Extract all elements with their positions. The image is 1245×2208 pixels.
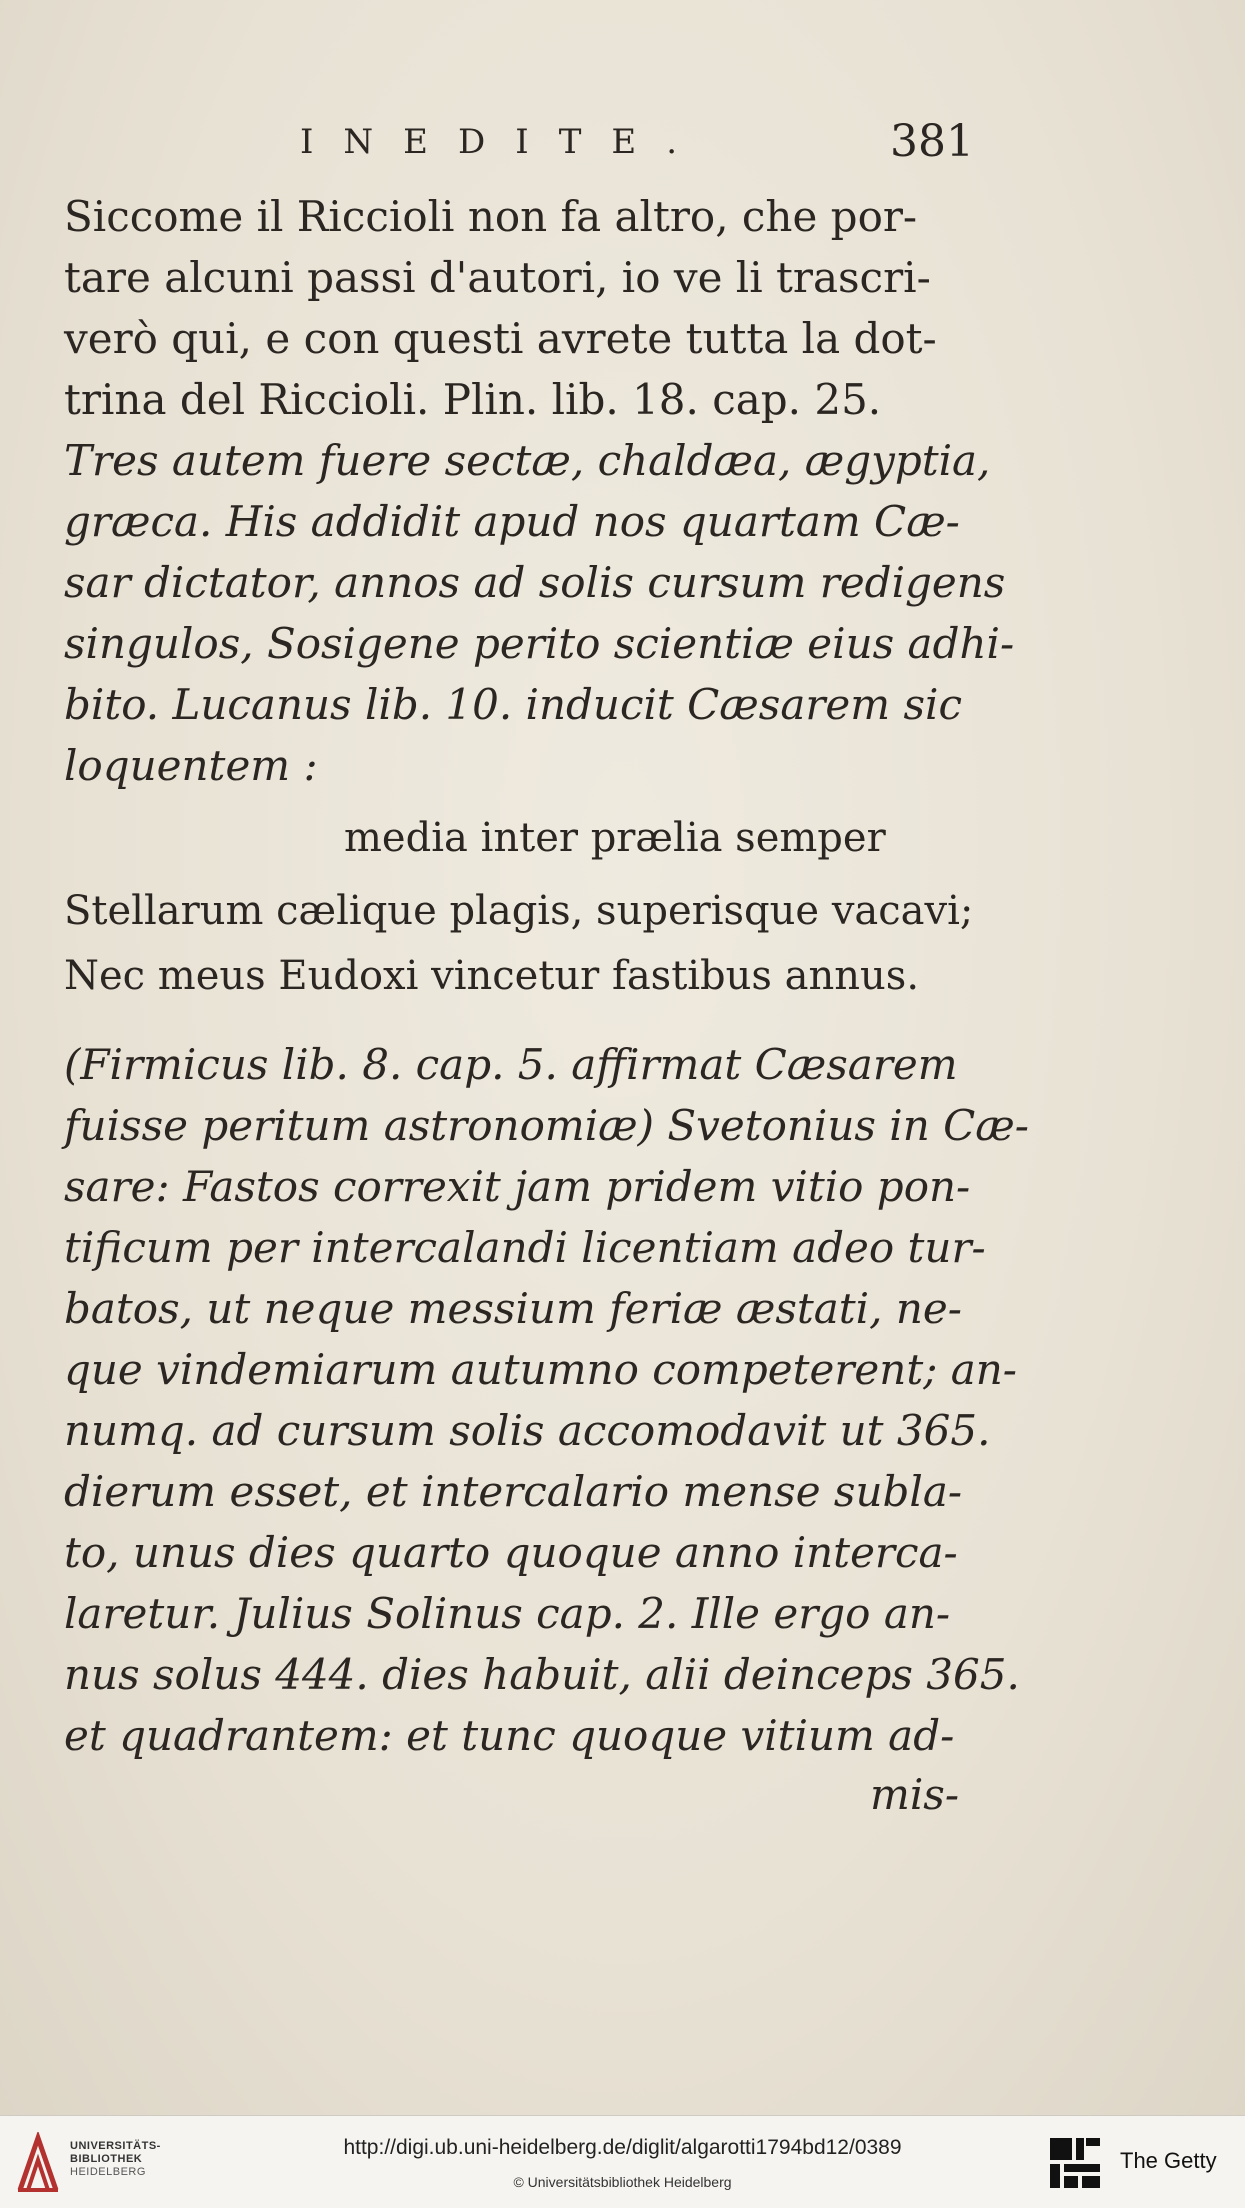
- library-name-line: UNIVERSITÄTS-: [70, 2140, 161, 2152]
- text-line: tificum per intercalandi licentiam adeo tur-: [64, 1223, 986, 1272]
- copyright-notice: © Universitätsbibliothek Heidelberg: [513, 2174, 732, 2190]
- page-number: 381: [890, 116, 974, 167]
- text-line: loquentem :: [64, 741, 318, 790]
- text-line: laretur. Julius Solinus cap. 2. Ille ergo an-: [64, 1589, 951, 1638]
- text-line: verò qui, e con questi avrete tutta la dot-: [64, 314, 937, 363]
- text-line: (Firmicus lib. 8. cap. 5. affirmat Cæsarem: [64, 1040, 958, 1089]
- text-line: et quadrantem: et tunc quoque vitium ad-: [64, 1711, 955, 1760]
- header-title: INEDITE.: [300, 122, 707, 162]
- library-name-line: HEIDELBERG: [70, 2166, 146, 2178]
- library-name-line: BIBLIOTHEK: [70, 2153, 143, 2165]
- verse-line: Stellarum cælique plagis, superisque vacavi;: [64, 888, 974, 934]
- text-line: trina del Riccioli. Plin. lib. 18. cap. 25.: [64, 375, 882, 424]
- text-line: tare alcuni passi d'autori, io ve li trascri-: [64, 253, 931, 302]
- running-header: [300, 116, 1000, 182]
- text-line: græca. His addidit apud nos quartam Cæ-: [64, 497, 960, 546]
- verse-line: media inter prælia semper: [344, 815, 886, 861]
- text-line: to, unus dies quarto quoque anno interca-: [64, 1528, 958, 1577]
- text-line: nus solus 444. dies habuit, alii deinceps 365.: [64, 1650, 1020, 1699]
- text-line: bito. Lucanus lib. 10. inducit Cæsarem sic: [64, 680, 962, 729]
- text-line: dierum esset, et intercalario mense subla-: [64, 1467, 963, 1516]
- sponsor-name: The Getty: [1120, 2148, 1217, 2173]
- permalink-url[interactable]: http://digi.ub.uni-heidelberg.de/diglit/algarotti1794bd12/0389: [343, 2136, 902, 2159]
- text-line: numq. ad cursum solis accomodavit ut 365.: [64, 1406, 991, 1455]
- text-line: batos, ut neque messium feriæ æstati, ne-: [64, 1284, 962, 1333]
- verse-line: Nec meus Eudoxi vincetur fastibus annus.: [64, 953, 920, 999]
- text-line: fuisse peritum astronomiæ) Svetonius in Cæ-: [64, 1101, 1029, 1150]
- text-line: sare: Fastos correxit jam pridem vitio pon-: [64, 1162, 971, 1211]
- text-line: singulos, Sosigene perito scientiæ eius adhi-: [64, 619, 1015, 668]
- text-line: Siccome il Riccioli non fa altro, che por-: [64, 192, 918, 241]
- text-line: Tres autem fuere sectæ, chaldæa, ægyptia,: [64, 436, 991, 485]
- catchword: mis-: [870, 1770, 960, 1819]
- text-line: sar dictator, annos ad solis cursum redigens: [64, 558, 1006, 607]
- text-line: que vindemiarum autumno competerent; an-: [64, 1345, 1017, 1394]
- viewer-footer: [0, 2115, 1245, 2208]
- getty-logo-icon: [1046, 2134, 1104, 2192]
